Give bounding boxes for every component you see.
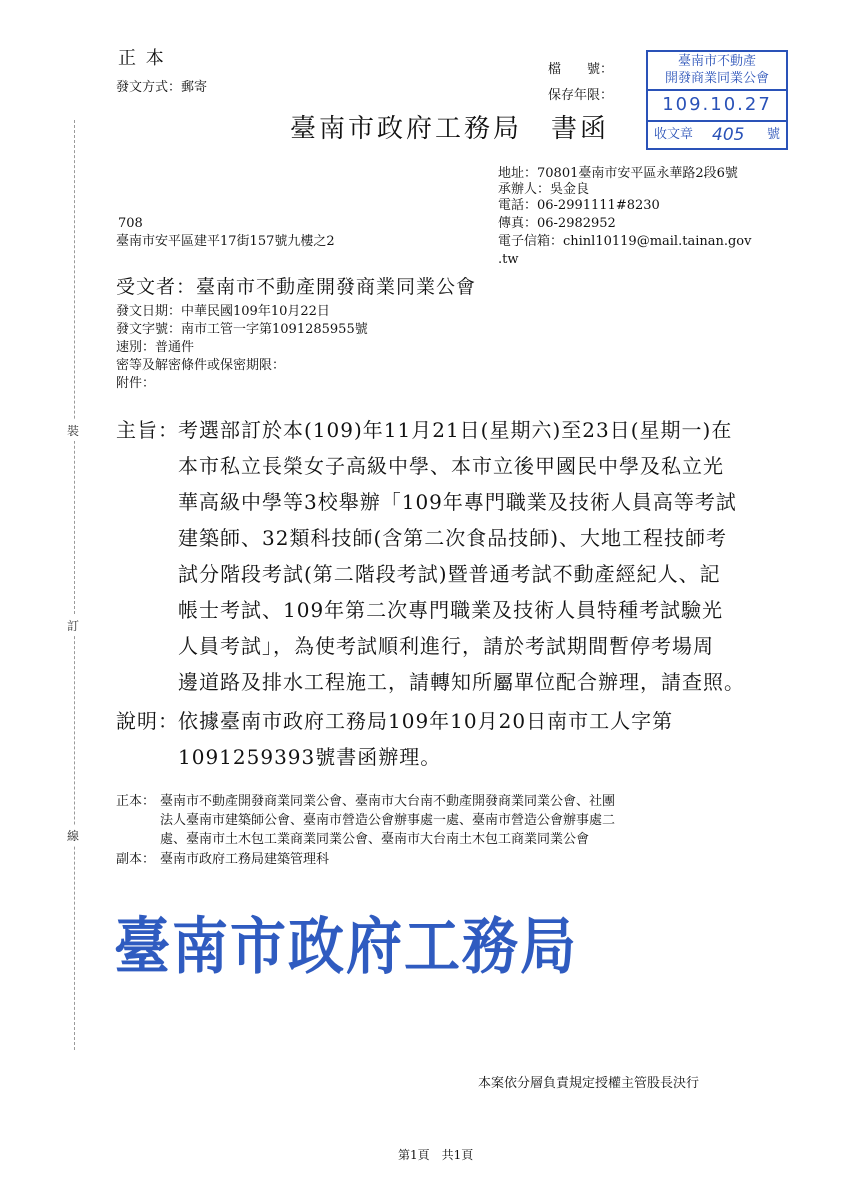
receipt-stamp [646, 50, 788, 150]
stamp-receipt-number: 405 [712, 125, 745, 145]
original-recipients-line: 法人臺南市建築師公會、臺南市營造公會辦事處一處、臺南市營造公會辦事處二 [160, 813, 616, 828]
authorization-note: 本案依分層負責規定授權主管股長決行 [478, 1076, 700, 1091]
document-number: 發文字號：南市工管一字第1091285955號 [116, 322, 368, 337]
subject-line: 建築師、32類科技師(含第二次食品技師)、大地工程技師考 [178, 526, 728, 550]
subject-label: 主旨： [116, 418, 179, 442]
document-title: 臺南市政府工務局 書函 [290, 114, 610, 144]
binding-mark-xian: 線 [67, 825, 79, 846]
recipient-address: 臺南市安平區建平17街157號九樓之2 [116, 234, 335, 249]
subject-line: 考選部訂於本(109)年11月21日(星期六)至23日(星期一)在 [178, 418, 733, 442]
sender-email-cont: .tw [498, 252, 519, 267]
copy-recipients-label: 副本： [116, 852, 156, 867]
binding-mark-ding: 訂 [67, 615, 79, 636]
original-recipients-label: 正本： [116, 794, 156, 809]
sender-email: 電子信箱：chinl10119@mail.tainan.gov [498, 234, 752, 249]
copy-type-label: 正 本 [118, 48, 166, 69]
retention-period-label: 保存年限： [548, 88, 614, 103]
subject-line: 帳士考試、109年第二次專門職業及技術人員特種考試驗光 [178, 598, 724, 622]
stamp-receipt-label: 收文章 [654, 127, 694, 142]
subject-line: 本市私立長榮女子高級中學、本市立後甲國民中學及私立光 [178, 454, 724, 478]
agency-seal: 臺南市政府工務局 [114, 911, 578, 983]
original-recipients-line: 處、臺南市土木包工業商業同業公會、臺南市大台南土木包工商業同業公會 [160, 832, 590, 847]
binding-dashed-line [74, 120, 75, 1050]
description-line: 1091259393號書函辦理。 [178, 745, 442, 769]
sender-address: 地址：70801臺南市安平區永華路2段6號 [498, 166, 738, 181]
subject-line: 試分階段考試(第二階段考試)暨普通考試不動產經紀人、記 [178, 562, 721, 586]
recipient: 受文者：臺南市不動產開發商業同業公會 [116, 276, 477, 298]
stamp-org-line2: 開發商業同業公會 [664, 71, 769, 86]
attachment: 附件： [116, 376, 156, 391]
subject-line: 華高級中學等3校舉辦「109年專門職業及技術人員高等考試 [178, 490, 737, 514]
description-line: 依據臺南市政府工務局109年10月20日南市工人字第 [178, 709, 674, 733]
subject-line: 人員考試」，為使考試順利進行，請於考試期間暫停考場周 [178, 634, 714, 658]
subject-line: 邊道路及排水工程施工，請轉知所屬單位配合辦理，請查照。 [178, 670, 745, 694]
stamp-receipt-suffix: 號 [766, 127, 780, 142]
sender-handler: 承辦人：吳金良 [498, 182, 590, 197]
file-number-label: 檔 號： [548, 62, 614, 77]
binding-mark-zhuang: 裝 [67, 420, 79, 441]
secrecy-level: 密等及解密條件或保密期限： [116, 358, 286, 373]
recipient-zip: 708 [118, 216, 143, 231]
description-label: 說明： [116, 709, 179, 733]
stamp-organization [648, 52, 786, 91]
speed-class: 速別：普通件 [116, 340, 195, 355]
copy-recipients: 臺南市政府工務局建築管理科 [160, 852, 330, 867]
stamp-org-line1: 臺南市不動產 [677, 54, 756, 69]
issue-date: 發文日期：中華民國109年10月22日 [116, 304, 330, 319]
page-number: 第1頁 共1頁 [398, 1148, 474, 1162]
sender-phone: 電話：06-2991111#8230 [498, 198, 660, 213]
original-recipients-line: 臺南市不動產開發商業同業公會、臺南市大台南不動產開發商業同業公會、社團 [160, 794, 616, 809]
stamp-date: 109.10.27 [648, 90, 786, 122]
send-method: 發文方式：郵寄 [116, 80, 208, 95]
sender-fax: 傳真：06-2982952 [498, 216, 616, 231]
stamp-receipt-row [648, 122, 786, 148]
